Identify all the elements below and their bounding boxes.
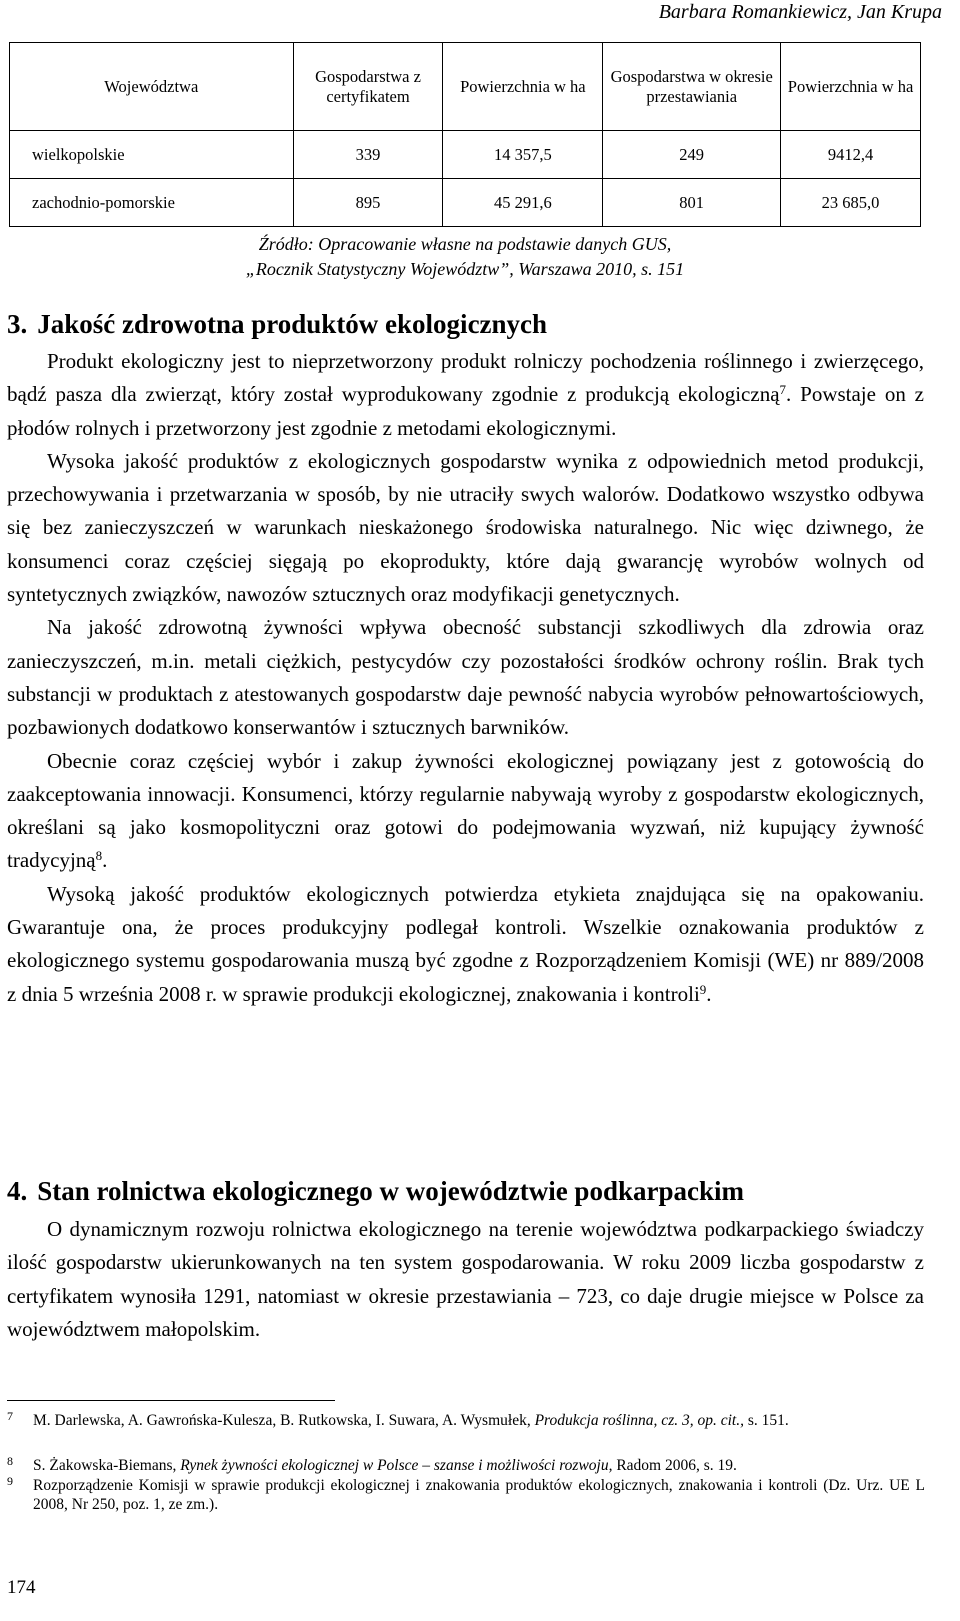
section-4-body [7,1213,924,1346]
statistics-table [9,42,921,227]
section-number: 4. [7,1176,28,1206]
footnote-part: M. Darlewska, A. Gawrońska-Kulesza, B. Rutkowska, I. Suwara, A. Wysmułek, [33,1412,535,1429]
footnote-divider [7,1400,335,1401]
table-header-cell: Powierzchnia w ha [781,43,921,131]
footnote-mark: 9 [7,1474,13,1488]
paragraph [7,345,924,445]
footnote-ref[interactable]: 9 [699,981,707,997]
footnote-text [33,1456,925,1475]
paragraph [7,878,924,1011]
page-number: 174 [7,1577,36,1598]
footnote [7,1476,925,1514]
paragraph-text: Wysoką jakość produktów ekologicznych potwierdza etykieta znajdująca się na opakowaniu. Gwarantuje ona, że proces produkcyjny podlegał kontroli. Wszelkie oznakowania produktów z ekologicznego systemu gospodarowania muszą być zgodne z Rozporządzeniem Komisji (WE) nr 889/2008 z dnia 5 września 2008 r. w sprawie produkcji ekologicznej, znakowania i kontroli [7,881,924,1006]
table-cell: 249 [603,131,781,179]
table-header-cell: Gospodarstwa w okresie przestawiania [603,43,781,131]
table-header-cell: Powierzchnia w ha [443,43,603,131]
paragraph-text: . [706,981,712,1006]
paragraph: Wysoka jakość produktów z ekologicznych gospodarstw wynika z odpowiednich metod produkcji, przechowywania i przetwarzania w sposób, by nie utraciły swych walorów. Dodatkowo wszystko odbywa się bez zanieczyszczeń w warunkach nieskażonego środowiska naturalnego. Nic więc dziwnego, że konsumenci coraz częściej sięgają po ekoprodukty, które dają gwarancję wyrobów wolnych od syntetycznych związków, nawozów sztucznych oraz modyfikacji genetycznych. [7,448,924,607]
footnote-title: Rynek żywności ekologicznej w Polsce – szanse i możliwości rozwoju, [180,1457,613,1474]
paragraph-text: . Powstaje on z płodów rolnych i przetworzony jest zgodnie z metodami ekologicznymi. [7,382,924,440]
footnote-text [33,1411,925,1430]
paragraph: Na jakość zdrowotną żywności wpływa obecność substancji szkodliwych dla zdrowia oraz zanieczyszczeń, m.in. metali ciężkich, pestycydów czy pozostałości środków ochrony roślin. Brak tych substancji w produktach z atestowanych gospodarstw daje pewność nabycia wyrobów pełnowartościowych, pozbawionych dodatkowo konserwantów i sztucznych barwników. [7,615,924,740]
source-line: „Rocznik Statystyczny Województw”, Warszawa 2010, s. 151 [245,259,685,279]
paragraph-text: Obecnie coraz częściej wybór i zakup żywności ekologicznej powiązany jest z gotowością do zaakceptowania innowacji. Konsumenci, którzy regularnie nabywają wyroby z gospodarstw ekologicznych, określani są jako kosmopolityczni oraz gotowi do podejmowania wyzwań, niż kupujący żywność tradycyjną [7,748,924,873]
table-cell: wielkopolskie [10,131,294,179]
table-cell: 14 357,5 [443,131,603,179]
footnote [7,1411,925,1430]
running-header: Barbara Romankiewicz, Jan Krupa [658,1,942,23]
footnote-ref[interactable]: 8 [95,848,103,864]
table-source-note [0,232,930,282]
table-header-row [10,43,921,131]
section-3-heading [7,308,547,340]
section-number: 3. [7,309,28,339]
paragraph [7,745,924,878]
source-line: Źródło: Opracowanie własne na podstawie danych GUS, [258,234,672,254]
footnote-text [33,1476,925,1514]
footnote-part: s. 151. [743,1412,789,1429]
table-cell: 801 [603,179,781,227]
table-cell: 45 291,6 [443,179,603,227]
table-cell: 9412,4 [781,131,921,179]
table-row [10,179,921,227]
footnote [7,1456,925,1475]
table-cell: zachodnio-pomorskie [10,179,294,227]
section-4-heading [7,1175,744,1207]
footnote-part: Radom 2006, s. 19. [612,1457,737,1474]
paragraph-text: Produkt ekologiczny jest to nieprzetworzony produkt rolniczy pochodzenia roślinnego i zwierzęcego, bądź pasza dla zwierząt, który został wyprodukowany zgodnie z produkcją ekologiczną [7,349,924,407]
table-cell: 23 685,0 [781,179,921,227]
section-3-body [7,345,924,1011]
section-title: Jakość zdrowotna produktów ekologicznych [37,309,548,339]
paragraph: O dynamicznym rozwoju rolnictwa ekologicznego na terenie województwa podkarpackiego świadczy ilość gospodarstw ukierunkowanych na ten system gospodarowania. W roku 2009 liczba gospodarstw z certyfikatem wynosiła 1291, natomiast w okresie przestawiania – 723, co daje drugie miejsce w Polsce za województwem małopolskim. [7,1217,924,1341]
table-header-cell: Województwa [10,43,294,131]
paragraph-text: . [102,848,108,873]
footnote-mark: 8 [7,1454,13,1468]
footnote-mark: 7 [7,1409,13,1423]
footnote-part: S. Żakowska-Biemans, [33,1457,181,1474]
table-row [10,131,921,179]
footnote-ref[interactable]: 7 [779,382,787,398]
footnote-part: Rozporządzenie Komisji w sprawie produkcji ekologicznej i znakowania produktów ekologicznych, znakowania i kontroli (Dz. Urz. UE L 2008, Nr 250, poz. 1, ze zm.). [33,1477,925,1513]
footnote-title: Produkcja roślinna, cz. 3, op. cit., [534,1412,744,1429]
table-header-cell: Gospodarstwa z certyfikatem [293,43,443,131]
section-title: Stan rolnictwa ekologicznego w województwie podkarpackim [37,1176,744,1206]
table-cell: 339 [293,131,443,179]
table-cell: 895 [293,179,443,227]
